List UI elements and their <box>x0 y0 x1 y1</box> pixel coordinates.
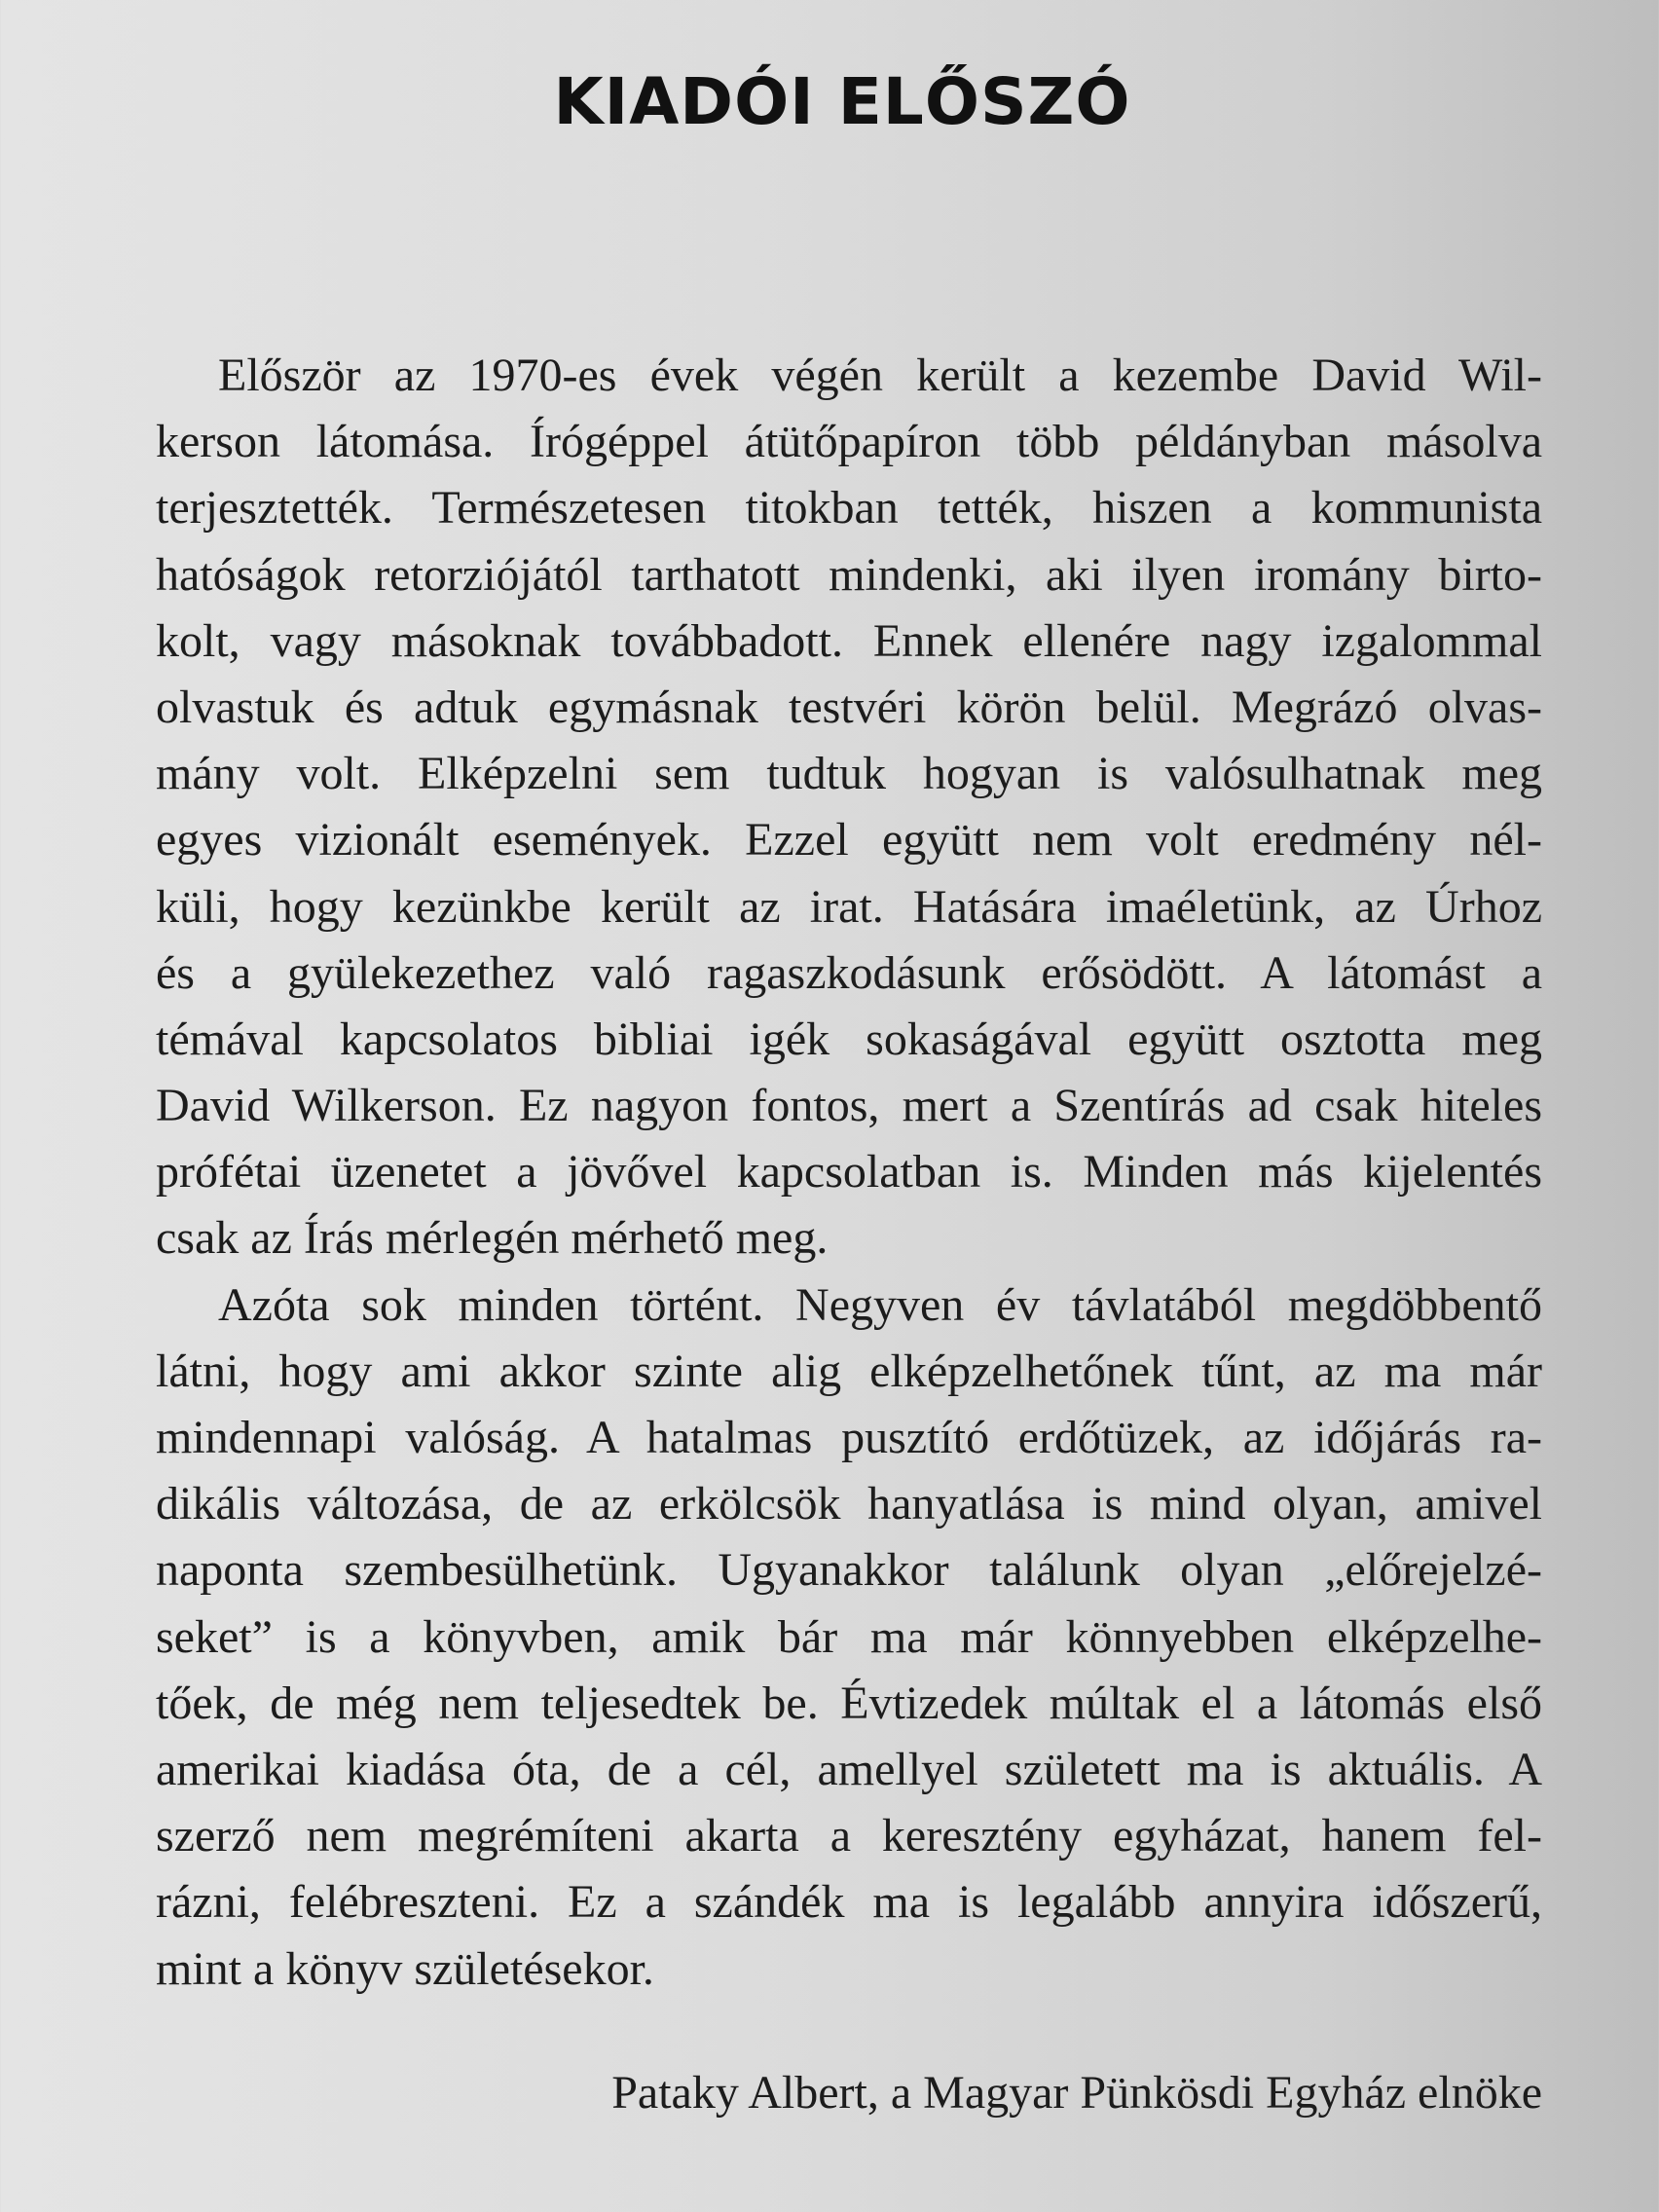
text-line: naponta szembesülhetünk. Ugyanakkor találunk olyan „előrejelzé- <box>156 1544 1542 1597</box>
text-line: Először az 1970-es évek végén került a kezembe David Wil- <box>218 350 1542 401</box>
text-line: kolt, vagy másoknak továbbadott. Ennek ellenére nagy izgalommal <box>156 614 1542 667</box>
text-line: mány volt. Elképzelni sem tudtuk hogyan is valósulhatnak meg <box>156 748 1542 800</box>
page-title: KIADÓI ELŐSZÓ <box>553 64 1131 139</box>
text-line: olvastuk és adtuk egymásnak testvéri körön belül. Megrázó olvas- <box>156 681 1542 733</box>
text-line: seket” is a könyvben, amik bár ma már könnyebben elképzelhe- <box>156 1610 1542 1663</box>
paragraph-2 <box>156 1272 1542 2003</box>
text-line: David Wilkerson. Ez nagyon fontos, mert a Szentírás ad csak hiteles <box>156 1080 1542 1132</box>
text-line: dikális változása, de az erkölcsök hanyatlása is mind olyan, amivel <box>156 1478 1542 1530</box>
signature: Pataky Albert, a Magyar Pünkösdi Egyház elnöke <box>611 2067 1542 2119</box>
text-line: témával kapcsolatos bibliai igék sokaságával együtt osztotta meg <box>156 1013 1542 1065</box>
foreword-body <box>156 343 1542 2003</box>
text-line: mint a könyv születésekor. <box>156 1942 654 1995</box>
paragraph-1 <box>156 343 1542 1272</box>
text-line: prófétai üzenetet a jövővel kapcsolatban is. Minden más kijelentés <box>156 1146 1542 1198</box>
text-line: Azóta sok minden történt. Negyven év távlatából megdöbbentő <box>218 1278 1542 1331</box>
text-line: terjesztették. Természetesen titokban tették, hiszen a kommunista <box>156 482 1542 535</box>
text-line: mindennapi valóság. A hatalmas pusztító erdőtüzek, az időjárás ra- <box>156 1412 1542 1463</box>
text-line: egyes vizionált események. Ezzel együtt nem volt eredmény nél- <box>156 814 1542 866</box>
text-line: és a gyülekezethez való ragaszkodásunk erősödött. A látomást a <box>156 946 1542 999</box>
text-line: csak az Írás mérlegén mérhető meg. <box>156 1212 829 1265</box>
text-line: tőek, de még nem teljesedtek be. Évtizedek múltak el a látomás első <box>156 1677 1542 1729</box>
text-line: amerikai kiadása óta, de a cél, amellyel született ma is aktuális. A <box>156 1743 1542 1795</box>
text-line: látni, hogy ami akkor szinte alig elképzelhetőnek tűnt, az ma már <box>156 1345 1542 1397</box>
text-line: küli, hogy kezünkbe került az irat. Hatására imaéletünk, az Úrhoz <box>156 880 1542 933</box>
text-line: szerző nem megrémíteni akarta a keresztény egyházat, hanem fel- <box>156 1810 1542 1862</box>
text-line: hatóságok retorziójától tarthatott mindenki, aki ilyen iromány birto- <box>156 548 1542 601</box>
text-line: rázni, felébreszteni. Ez a szándék ma is legalább annyira időszerű, <box>156 1876 1542 1929</box>
text-line: kerson látomása. Írógéppel átütőpapíron több példányban másolva <box>156 416 1542 468</box>
